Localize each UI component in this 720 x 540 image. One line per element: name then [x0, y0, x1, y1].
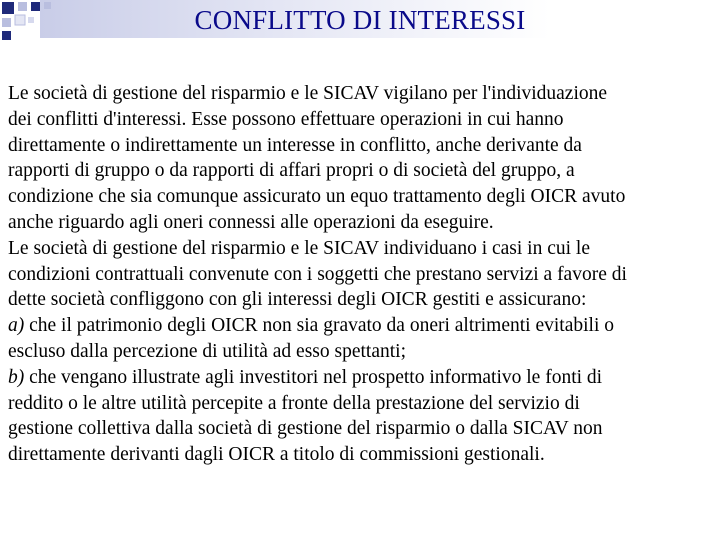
text-line: rapporti di gruppo o da rapporti di affari propri o di società del gruppo, a [8, 160, 575, 182]
text-line: dette società confliggono con gli interessi degli OICR gestiti e assicurano: [8, 289, 587, 311]
text-line: gestione collettiva dalla società di gestione del risparmio o dalla SICAV non [8, 418, 603, 440]
paragraph-vigilanza [8, 81, 712, 236]
item-first-line: che il patrimonio degli OICR non sia gravato da oneri altrimenti evitabili o [24, 315, 614, 337]
item-label: a) [8, 315, 25, 337]
body-text [8, 81, 712, 468]
text-line: anche riguardo agli oneri connessi alle operazioni da eseguire. [8, 211, 494, 233]
text-line: Le società di gestione del risparmio e le SICAV vigilano per l'individuazione [8, 83, 608, 104]
list-item-a [8, 313, 712, 365]
list-item-b [8, 365, 712, 468]
text-line: Le società di gestione del risparmio e le SICAV individuano i casi in cui le [8, 237, 590, 259]
text-line: direttamente derivanti dagli OICR a titolo di commissioni gestionali. [8, 444, 545, 466]
text-line [8, 313, 712, 339]
text-line: condizioni contrattuali convenute con i soggetti che prestano servizi a favore di [8, 263, 627, 285]
text-line: dei conflitti d'interessi. Esse possono effettuare operazioni in cui hanno [8, 108, 564, 130]
paragraph-individuazione [8, 236, 712, 313]
text-line: escluso dalla percezione di utilità ad esso spettanti; [8, 340, 406, 362]
text-line: condizione che sia comunque assicurato un equo trattamento degli OICR avuto [8, 186, 626, 208]
item-label: b) [8, 366, 25, 388]
text-line: reddito o le altre utilità percepite a fronte della prestazione del servizio di [8, 392, 580, 414]
item-first-line: che vengano illustrate agli investitori nel prospetto informativo le fonti di [24, 366, 603, 388]
text-line: direttamente o indirettamente un interesse in conflitto, anche derivante da [8, 134, 582, 156]
text-line [8, 365, 712, 391]
slide-title: CONFLITTO DI INTERESSI [194, 5, 526, 35]
